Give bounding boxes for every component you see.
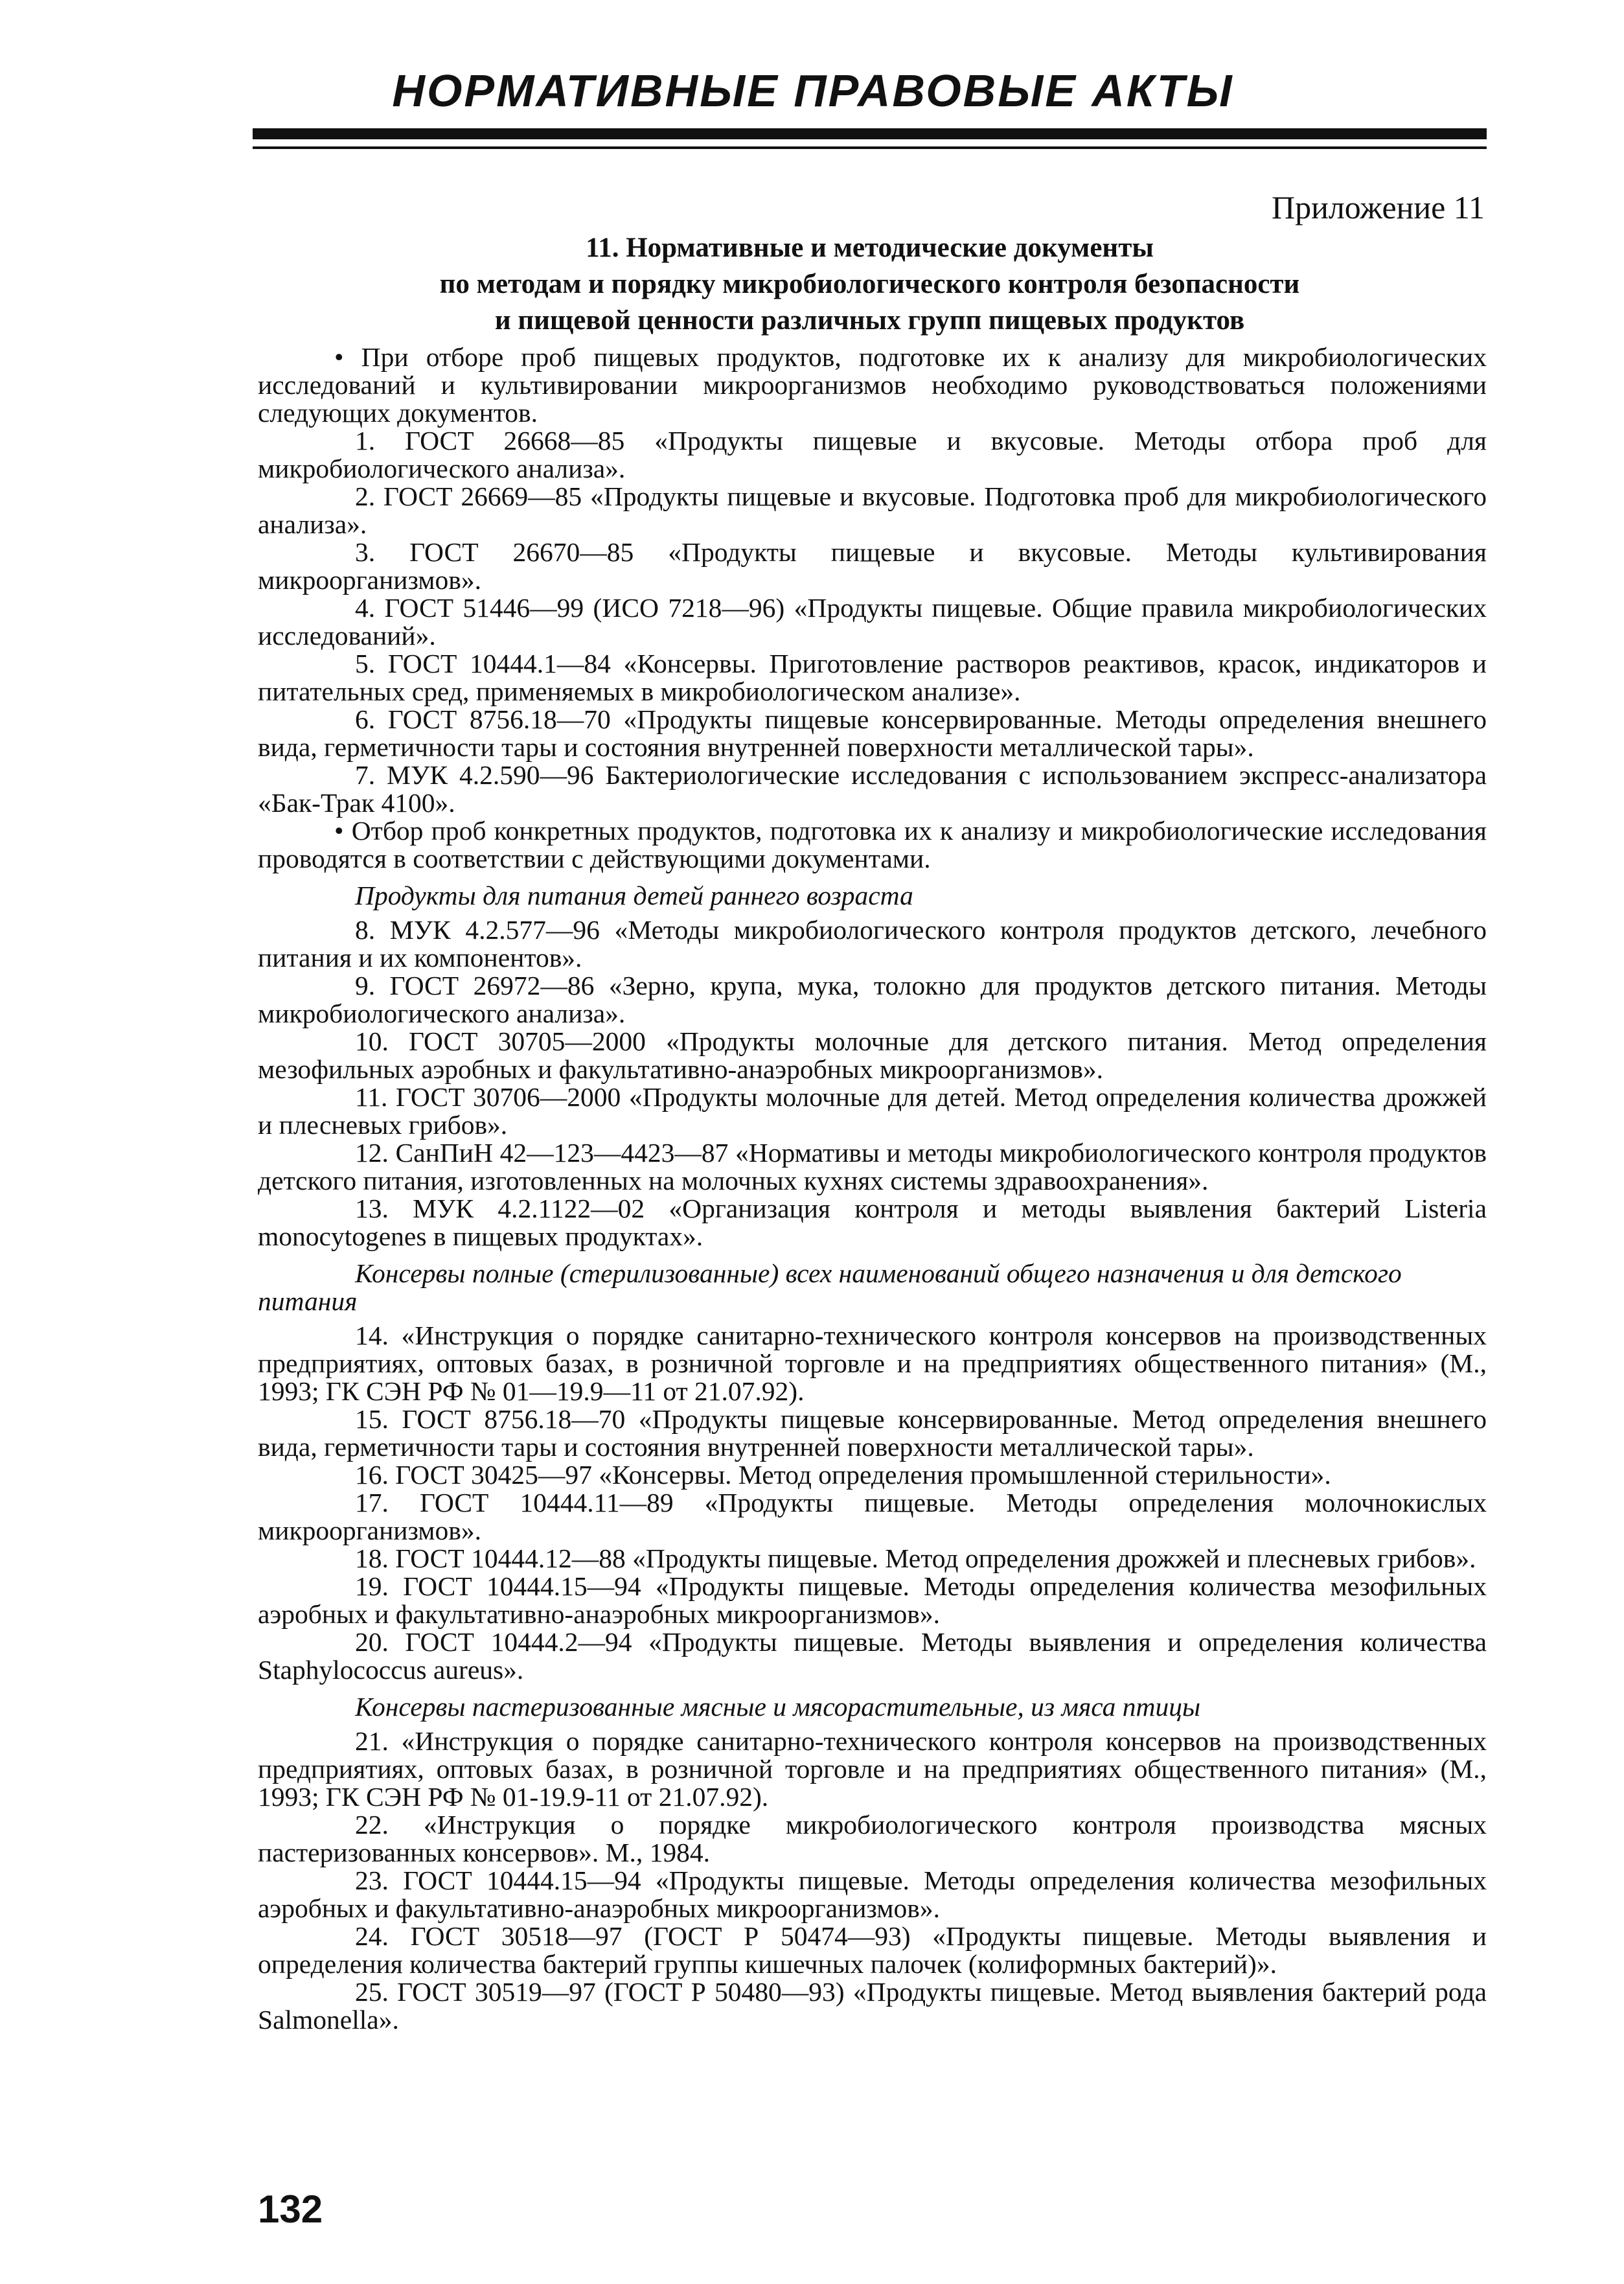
- list-item: 15. ГОСТ 8756.18—70 «Продукты пищевые консервированные. Метод определения внешнего вида, герметичности тары и состояния внутренней поверхности металлической тары».: [258, 1404, 1487, 1462]
- document-title: [253, 230, 1487, 339]
- list-item: 23. ГОСТ 10444.15—94 «Продукты пищевые. Методы определения количества мезофильных аэробных и факультативно-анаэробных микроорганизмов».: [258, 1865, 1487, 1923]
- running-header-title: НОРМАТИВНЫЕ ПРАВОВЫЕ АКТЫ: [392, 65, 1234, 116]
- list-item: 16. ГОСТ 30425—97 «Консервы. Метод определения промышленной стерильности».: [355, 1460, 1331, 1490]
- section-heading: Консервы пастеризованные мясные и мясорастительные, из мяса птицы: [355, 1692, 1201, 1722]
- list-item: 21. «Инструкция о порядке санитарно-технического контроля консервов на производственных предприятиях, оптовых базах, в розничной торговле и на предприятиях общественного питания» (М., 1993; ГК СЭН РФ № 01-19.9-11 от 21.07.92).: [258, 1726, 1487, 1812]
- bullet-paragraph: • Отбор проб конкретных продуктов, подготовка их к анализу и микробиологические исследования проводятся в соответствии с действующими документами.: [258, 816, 1487, 873]
- list-item: 1. ГОСТ 26668—85 «Продукты пищевые и вкусовые. Методы отбора проб для микробиологического анализа».: [258, 426, 1487, 483]
- bullet-paragraph: • При отборе проб пищевых продуктов, подготовке их к анализу для микробиологических исследований и культивировании микроорганизмов необходимо руководствоваться положениями следующих документов.: [258, 342, 1487, 428]
- list-item: 20. ГОСТ 10444.2—94 «Продукты пищевые. Методы выявления и определения количества Staphylococcus aureus».: [258, 1627, 1487, 1685]
- list-item: 13. МУК 4.2.1122—02 «Организация контроля и методы выявления бактерий Listeria monocytogenes в пищевых продуктах».: [258, 1194, 1487, 1251]
- list-item: 25. ГОСТ 30519—97 (ГОСТ Р 50480—93) «Продукты пищевые. Метод выявления бактерий рода Salmonella».: [258, 1977, 1487, 2035]
- list-item: 6. ГОСТ 8756.18—70 «Продукты пищевые консервированные. Методы определения внешнего вида, герметичности тары и состояния внутренней поверхности металлической тары».: [258, 704, 1487, 762]
- list-item: 5. ГОСТ 10444.1—84 «Консервы. Приготовление растворов реактивов, красок, индикаторов и питательных сред, применяемых в микробиологическом анализе».: [258, 649, 1487, 706]
- document-body: [258, 343, 1487, 2034]
- list-item: 3. ГОСТ 26670—85 «Продукты пищевые и вкусовые. Методы культивирования микроорганизмов».: [258, 537, 1487, 595]
- list-item: 9. ГОСТ 26972—86 «Зерно, крупа, мука, толокно для продуктов детского питания. Методы микробиологического анализа».: [258, 971, 1487, 1028]
- list-item: 12. СанПиН 42—123—4423—87 «Нормативы и методы микробиологического контроля продуктов детского питания, изготовленных на молочных кухнях системы здравоохранения».: [258, 1138, 1487, 1195]
- appendix-label: Приложение 11: [1271, 189, 1485, 225]
- list-item: 8. МУК 4.2.577—96 «Методы микробиологического контроля продуктов детского, лечебного питания и их компонентов».: [258, 915, 1487, 973]
- document-title-line: и пищевой ценности различных групп пищевых продуктов: [494, 305, 1245, 336]
- list-item: 17. ГОСТ 10444.11—89 «Продукты пищевые. Методы определения молочнокислых микроорганизмов».: [258, 1488, 1487, 1545]
- document-title-line: 11. Нормативные и методические документы: [586, 233, 1154, 263]
- list-item: 19. ГОСТ 10444.15—94 «Продукты пищевые. Методы определения количества мезофильных аэробных и факультативно-анаэробных микроорганизмов».: [258, 1571, 1487, 1629]
- list-item: 14. «Инструкция о порядке санитарно-технического контроля консервов на производственных предприятиях, оптовых базах, в розничной торговле и на предприятиях общественного питания» (М., 1993; ГК СЭН РФ № 01—19.9—11 от 21.07.92).: [258, 1321, 1487, 1406]
- document-title-line: по методам и порядку микробиологического контроля безопасности: [439, 269, 1300, 299]
- header-rule-thick: [253, 128, 1487, 139]
- list-item: 7. МУК 4.2.590—96 Бактериологические исследования с использованием экспресс-анализатора «Бак-Трак 4100».: [258, 760, 1487, 818]
- section-heading: Консервы полные (стерилизованные) всех наименований общего назначения и для детского питания: [258, 1258, 1402, 1316]
- list-item: 10. ГОСТ 30705—2000 «Продукты молочные для детского питания. Метод определения мезофильных аэробных и факультативно-анаэробных микроорганизмов».: [258, 1026, 1487, 1084]
- header-rule-thin: [253, 146, 1487, 149]
- list-item: 18. ГОСТ 10444.12—88 «Продукты пищевые. Метод определения дрожжей и плесневых грибов».: [355, 1543, 1476, 1573]
- list-item: 4. ГОСТ 51446—99 (ИСО 7218—96) «Продукты пищевые. Общие правила микробиологических исследований».: [258, 593, 1487, 651]
- section-heading: Продукты для питания детей раннего возраста: [355, 881, 913, 910]
- list-item: 22. «Инструкция о порядке микробиологического контроля производства мясных пастеризованных консервов». М., 1984.: [258, 1810, 1487, 1867]
- page-number: 132: [258, 2187, 323, 2231]
- list-item: 24. ГОСТ 30518—97 (ГОСТ Р 50474—93) «Продукты пищевые. Методы выявления и определения количества бактерий группы кишечных палочек (колиформных бактерий)».: [258, 1921, 1487, 1979]
- list-item: 2. ГОСТ 26669—85 «Продукты пищевые и вкусовые. Подготовка проб для микробиологического анализа».: [258, 481, 1487, 539]
- list-item: 11. ГОСТ 30706—2000 «Продукты молочные для детей. Метод определения количества дрожжей и плесневых грибов».: [258, 1082, 1487, 1140]
